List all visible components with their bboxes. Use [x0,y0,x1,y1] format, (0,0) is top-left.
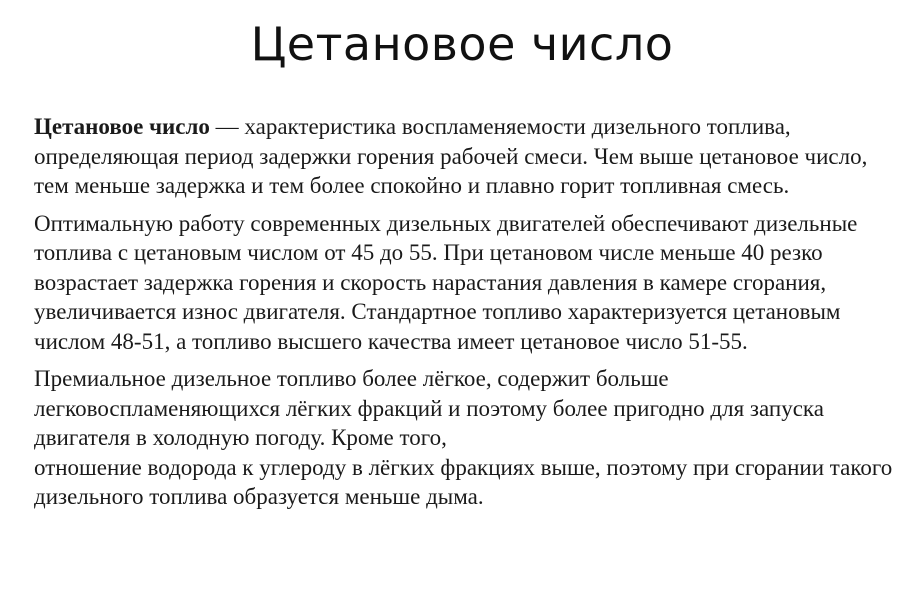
premium-fuel-text-part1: Премиальное дизельное топливо более лёгкое, содержит больше легковоспламеняющихся лёгких фракций и поэтому более пригодно для запуска двигателя в холодную погоду. Кроме того, [34,366,824,450]
slide-title: Цетановое число [250,17,674,71]
slide-body [34,112,900,520]
premium-fuel-text-part2: отношение водорода к углероду в лёгких фракциях выше, поэтому при сгорании такого дизельного топлива образуется меньше дыма. [34,454,893,509]
paragraph-optimal-range: Оптимальную работу современных дизельных двигателей обеспечивают дизельные топлива с цетановым числом от 45 до 55. При цетановом числе меньше 40 резко возрастает задержка горения и скорость нарастания давления в камере сгорания, увеличивается износ двигателя. Стандартное топливо характеризуется цетановым числом 48-51, а топливо высшего качества имеет цетановое число 51-55. [34,210,858,354]
paragraph-definition [34,112,900,201]
paragraph-premium-fuel [34,364,900,512]
defined-term: Цетановое число [34,114,210,139]
definition-text: — характеристика воспламеняемости дизельного топлива, определяющая период задержки горения рабочей смеси. Чем выше цетановое число, тем меньше задержка и тем более спокойно и плавно горит топливная смесь. [34,114,868,198]
